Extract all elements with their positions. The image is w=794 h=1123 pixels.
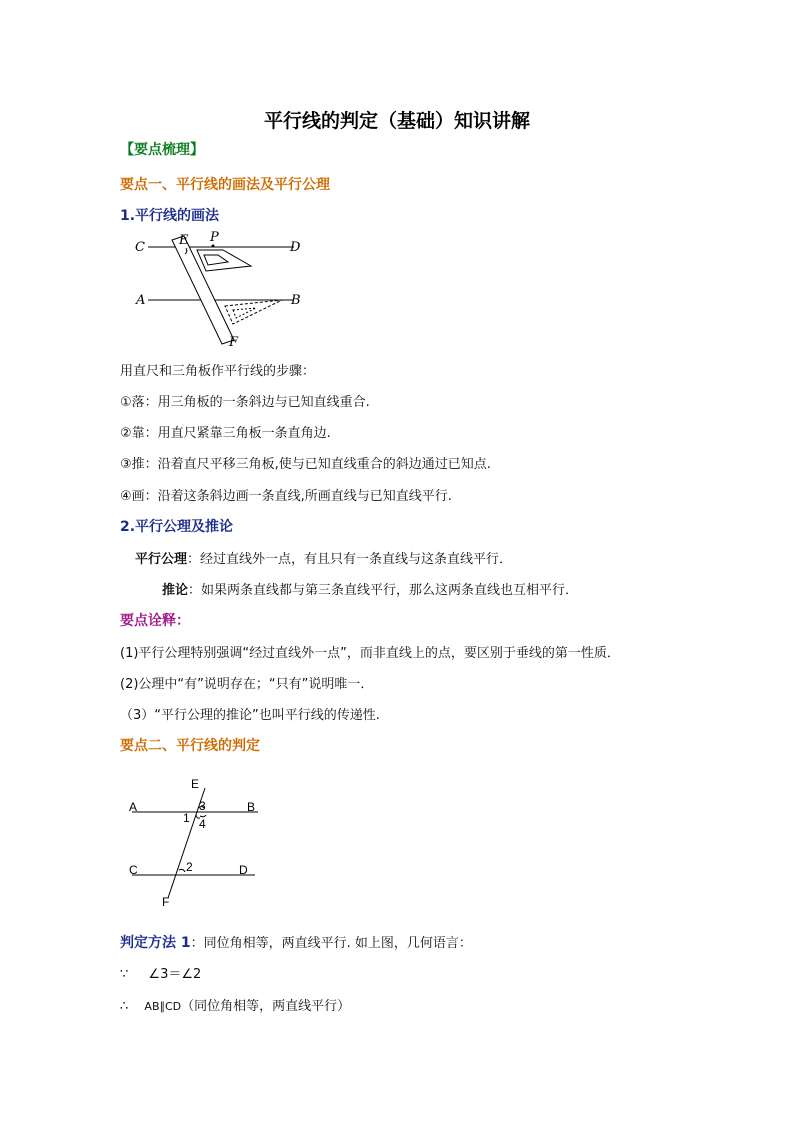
because-symbol: ∵ xyxy=(120,967,129,982)
figure-ruler-triangle xyxy=(128,228,313,350)
label-e: E xyxy=(179,233,189,248)
axiom-text: ：经过直线外一点，有且只有一条直线与这条直线平行． xyxy=(187,552,513,567)
triangle-shifted-inner-dashed xyxy=(233,308,256,318)
method1-text: ：同位角相等，两直线平行. 如上图，几何语言： xyxy=(190,936,472,951)
method1-label: 判定方法 1 xyxy=(120,935,191,951)
ruler-shape xyxy=(172,236,234,344)
therefore-text: （同位角相等，两直线平行） xyxy=(181,999,351,1014)
triangle-outer xyxy=(197,250,251,271)
label-4: 4 xyxy=(199,817,206,831)
label-f: F xyxy=(162,895,170,909)
label-b: B xyxy=(291,293,301,308)
corollary-text: ：如果两条直线都与第三条直线平行，那么这两条直线也互相平行． xyxy=(188,583,579,598)
label-d: D xyxy=(239,863,248,877)
triangle-inner xyxy=(204,255,228,265)
because-text: ∠3＝∠2 xyxy=(148,967,202,982)
notes-heading: 要点诠释： xyxy=(120,613,190,629)
steps-intro: 用直尺和三角板作平行线的步骤： xyxy=(120,364,316,379)
corollary-label: 推论 xyxy=(162,583,189,598)
label-d: D xyxy=(290,240,301,255)
label-a: A xyxy=(136,293,146,308)
triangle-shifted-dashed xyxy=(225,300,282,324)
because-line xyxy=(120,963,201,982)
therefore-line xyxy=(120,995,350,1014)
figure-transversal xyxy=(120,770,270,910)
label-b: B xyxy=(247,800,256,814)
method1-line xyxy=(120,932,472,952)
label-1: 1 xyxy=(183,811,190,825)
page-title: 平行线的判定（基础）知识讲解 xyxy=(263,110,530,132)
step-3: ③推：沿着直尺平移三角板,使与已知直线重合的斜边通过已知点. xyxy=(120,457,491,472)
label-c: C xyxy=(135,240,145,255)
therefore-symbol: ∴ xyxy=(120,999,129,1014)
label-a: A xyxy=(129,800,138,814)
note-2: (2)公理中“有”说明存在；“只有”说明唯一． xyxy=(120,677,374,692)
step-2: ②靠：用直尺紧靠三角板一条直角边. xyxy=(120,426,331,441)
label-f: F xyxy=(229,335,239,350)
corollary-line xyxy=(162,579,578,598)
point1-heading: 要点一、平行线的画法及平行公理 xyxy=(120,177,330,193)
point2-heading: 要点二、平行线的判定 xyxy=(120,738,260,754)
label-3: 3 xyxy=(199,799,206,813)
axiom-label: 平行公理 xyxy=(135,552,188,567)
step-1: ①落：用三角板的一条斜边与已知直线重合. xyxy=(120,395,370,410)
step-4: ④画：沿着这条斜边画一条直线,所画直线与已知直线平行. xyxy=(120,489,452,504)
subheading-axiom: 2.平行公理及推论 xyxy=(120,519,234,535)
therefore-math: AB∥CD xyxy=(144,1000,182,1013)
label-e: E xyxy=(191,777,200,791)
label-p: P xyxy=(210,230,219,245)
label-2: 2 xyxy=(186,860,193,874)
note-3: （3）“平行公理的推论”也叫平行线的传递性. xyxy=(120,708,380,723)
note-1: (1)平行公理特别强调“经过直线外一点”，而非直线上的点，要区别于垂线的第一性质． xyxy=(120,646,620,661)
axiom-line xyxy=(135,548,512,567)
subheading-drawing-parallels: 1.平行线的画法 xyxy=(120,208,220,224)
label-c: C xyxy=(129,863,138,877)
angle-mark-2 xyxy=(179,869,185,872)
section-summary-heading: 【要点梳理】 xyxy=(120,142,204,158)
